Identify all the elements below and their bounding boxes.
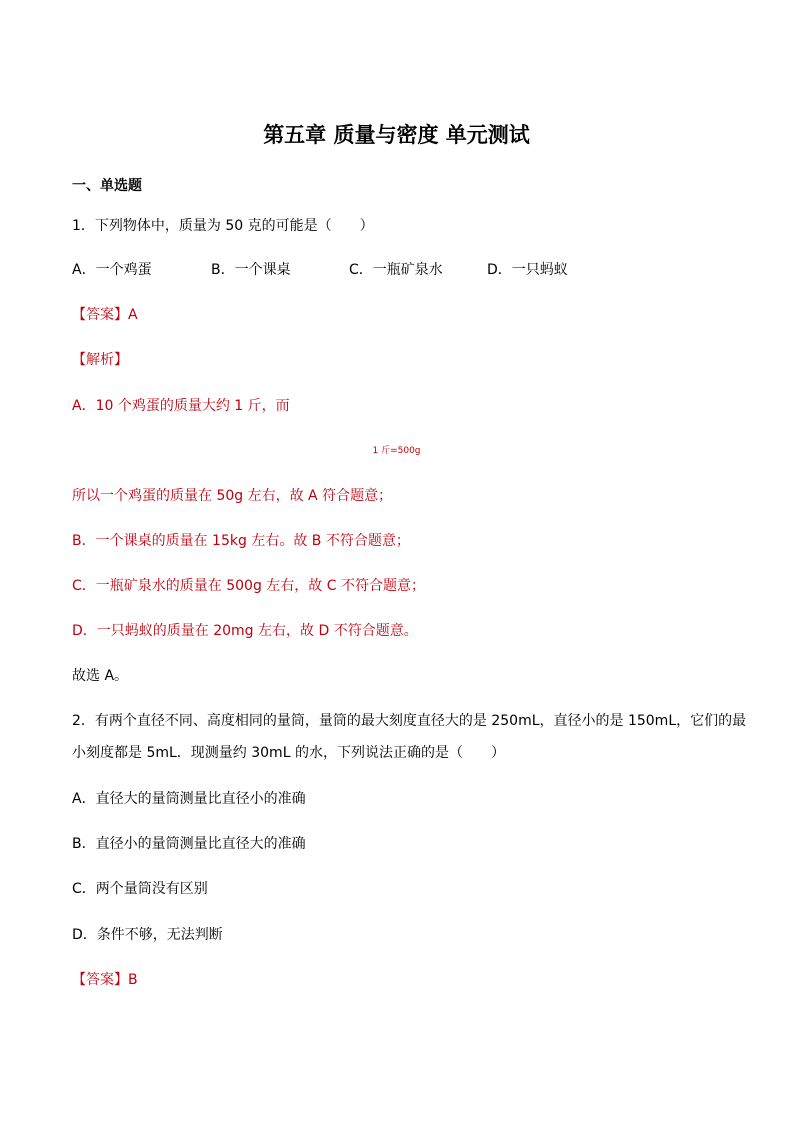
question-2-option-c: C．两个量筒没有区别: [72, 881, 208, 897]
analysis-line-1: A．10 个鸡蛋的质量大约 1 斤，而: [72, 398, 290, 414]
question-2-option-d: D．条件不够，无法判断: [72, 927, 223, 943]
question-1-analysis-label: 【解析】: [72, 352, 128, 368]
question-1-option-d: D．一只蚂蚁: [487, 262, 568, 278]
question-2-answer: 【答案】B: [72, 972, 138, 988]
analysis-line-6: D．一只蚂蚁的质量在 20mg 左右，故 D 不符合题意。: [72, 623, 418, 639]
question-2-stem-line-1: 2．有两个直径不同、高度相同的量筒，量筒的最大刻度直径大的是 250mL，直径小的是 150mL，它们的最: [72, 713, 747, 729]
question-1-option-a: A．一个鸡蛋: [72, 262, 152, 278]
question-2-option-b: B．直径小的量筒测量比直径大的准确: [72, 836, 306, 852]
question-1-option-c: C．一瓶矿泉水: [349, 262, 443, 278]
page-title: 第五章 质量与密度 单元测试: [263, 122, 530, 147]
analysis-line-3: 所以一个鸡蛋的质量在 50g 左右，故 A 符合题意；: [72, 488, 393, 504]
section-heading: 一、单选题: [72, 178, 142, 194]
analysis-formula: 1 斤=500g: [372, 446, 421, 456]
question-2-stem-line-2: 小刻度都是 5mL．现测量约 30mL 的水，下列说法正确的是（ ）: [72, 745, 505, 761]
question-2-option-a: A．直径大的量筒测量比直径小的准确: [72, 791, 306, 807]
analysis-line-5: C．一瓶矿泉水的质量在 500g 左右，故 C 不符合题意；: [72, 578, 425, 594]
question-1-stem: 1．下列物体中，质量为 50 克的可能是（ ）: [72, 218, 374, 234]
question-1-conclusion: 故选 A。: [72, 668, 129, 684]
question-1-answer: 【答案】A: [72, 307, 138, 323]
question-1-option-b: B．一个课桌: [211, 262, 291, 278]
analysis-line-4: B．一个课桌的质量在 15kg 左右。故 B 不符合题意；: [72, 533, 410, 549]
